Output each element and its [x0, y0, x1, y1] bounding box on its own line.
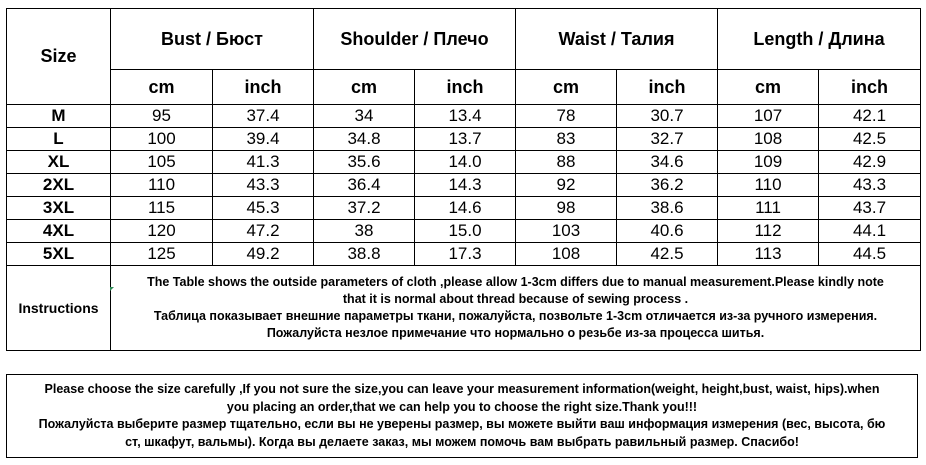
- table-cell: 15.0: [415, 220, 516, 243]
- header-length: Length / Длина: [718, 9, 921, 70]
- unit-cell: inch: [819, 70, 921, 105]
- table-cell: 108: [718, 128, 819, 151]
- table-cell: 34: [314, 105, 415, 128]
- table-cell: 115: [111, 197, 213, 220]
- table-cell: 47.2: [213, 220, 314, 243]
- header-size: Size: [7, 9, 111, 105]
- table-cell: 107: [718, 105, 819, 128]
- unit-cell: cm: [516, 70, 617, 105]
- table-row: [7, 174, 921, 197]
- header-waist: Waist / Талия: [516, 9, 718, 70]
- table-cell: 105: [111, 151, 213, 174]
- table-cell: 41.3: [213, 151, 314, 174]
- instructions-line: The Table shows the outside parameters of cloth ,please allow 1-3cm differs due to manual measurement.Please kindly note: [147, 275, 884, 289]
- unit-cell: cm: [314, 70, 415, 105]
- table-cell: 111: [718, 197, 819, 220]
- table-cell: 113: [718, 243, 819, 266]
- size-label: 4XL: [7, 220, 111, 243]
- size-chart-table: [6, 8, 921, 351]
- units-row: [7, 70, 921, 105]
- table-cell: 44.1: [819, 220, 921, 243]
- size-label: L: [7, 128, 111, 151]
- table-cell: 92: [516, 174, 617, 197]
- unit-cell: inch: [415, 70, 516, 105]
- unit-cell: inch: [213, 70, 314, 105]
- table-cell: 83: [516, 128, 617, 151]
- table-cell: 120: [111, 220, 213, 243]
- table-cell: 34.8: [314, 128, 415, 151]
- unit-cell: cm: [111, 70, 213, 105]
- cell-corner-marker: [110, 287, 114, 291]
- table-cell: 109: [718, 151, 819, 174]
- table-cell: 32.7: [617, 128, 718, 151]
- table-row: [7, 151, 921, 174]
- table-row: [7, 197, 921, 220]
- table-cell: 45.3: [213, 197, 314, 220]
- table-cell: 34.6: [617, 151, 718, 174]
- table-cell: 35.6: [314, 151, 415, 174]
- table-cell: 38.6: [617, 197, 718, 220]
- table-cell: 98: [516, 197, 617, 220]
- note-line: Пожалуйста выберите размер тщательно, если вы не уверены размер, вы можете выйти ваш информация измерения (вес, высота, бю: [38, 417, 886, 431]
- table-cell: 44.5: [819, 243, 921, 266]
- table-cell: 38: [314, 220, 415, 243]
- table-cell: 88: [516, 151, 617, 174]
- table-cell: 110: [111, 174, 213, 197]
- table-cell: 112: [718, 220, 819, 243]
- unit-cell: inch: [617, 70, 718, 105]
- size-label: 3XL: [7, 197, 111, 220]
- table-cell: 36.4: [314, 174, 415, 197]
- table-cell: 30.7: [617, 105, 718, 128]
- unit-cell: cm: [718, 70, 819, 105]
- instructions-line: Таблица показывает внешние параметры ткани, пожалуйста, позвольте 1-3cm отличается из-за ручного измерения.: [153, 309, 878, 323]
- table-row: [7, 128, 921, 151]
- table-cell: 13.7: [415, 128, 516, 151]
- table-cell: 110: [718, 174, 819, 197]
- table-cell: 108: [516, 243, 617, 266]
- table-cell: 42.5: [819, 128, 921, 151]
- table-cell: 40.6: [617, 220, 718, 243]
- table-cell: 37.4: [213, 105, 314, 128]
- header-row: [7, 9, 921, 70]
- instructions-line: that it is normal about thread because of sewing process .: [342, 292, 689, 306]
- table-cell: 38.8: [314, 243, 415, 266]
- size-label: 2XL: [7, 174, 111, 197]
- table-cell: 43.3: [819, 174, 921, 197]
- table-cell: 14.6: [415, 197, 516, 220]
- instructions-text: [111, 266, 921, 351]
- table-cell: 43.7: [819, 197, 921, 220]
- table-cell: 43.3: [213, 174, 314, 197]
- table-cell: 42.1: [819, 105, 921, 128]
- table-cell: 39.4: [213, 128, 314, 151]
- table-cell: 42.5: [617, 243, 718, 266]
- note-line: you placing an order,that we can help you to choose the right size.Thank you!!!: [226, 399, 698, 414]
- table-cell: 13.4: [415, 105, 516, 128]
- table-cell: 17.3: [415, 243, 516, 266]
- table-cell: 125: [111, 243, 213, 266]
- note-line: Please choose the size carefully ,If you not sure the size,you can leave your measurement information(weight, height,bust, waist, hips).when: [44, 382, 880, 396]
- table-cell: 37.2: [314, 197, 415, 220]
- size-advice-note: [6, 374, 918, 458]
- table-cell: 36.2: [617, 174, 718, 197]
- instructions-label: Instructions: [7, 266, 111, 351]
- size-label: XL: [7, 151, 111, 174]
- table-row: [7, 243, 921, 266]
- instructions-row: [7, 266, 921, 351]
- header-bust: Bust / Бюст: [111, 9, 314, 70]
- size-label: 5XL: [7, 243, 111, 266]
- instructions-line: Пожалуйста незлое примечание что нормально о резьбе из-за процесса шитья.: [266, 326, 765, 340]
- table-cell: 14.0: [415, 151, 516, 174]
- table-cell: 100: [111, 128, 213, 151]
- table-row: [7, 220, 921, 243]
- table-row: [7, 105, 921, 128]
- size-label: M: [7, 105, 111, 128]
- table-cell: 78: [516, 105, 617, 128]
- table-cell: 103: [516, 220, 617, 243]
- note-line: ст, шкафут, вальмы). Когда вы делаете заказ, мы можем помочь вам выбрать равильный размер. Спасибо!: [125, 434, 799, 449]
- header-shoulder: Shoulder / Плечо: [314, 9, 516, 70]
- table-cell: 49.2: [213, 243, 314, 266]
- table-cell: 95: [111, 105, 213, 128]
- table-cell: 42.9: [819, 151, 921, 174]
- table-cell: 14.3: [415, 174, 516, 197]
